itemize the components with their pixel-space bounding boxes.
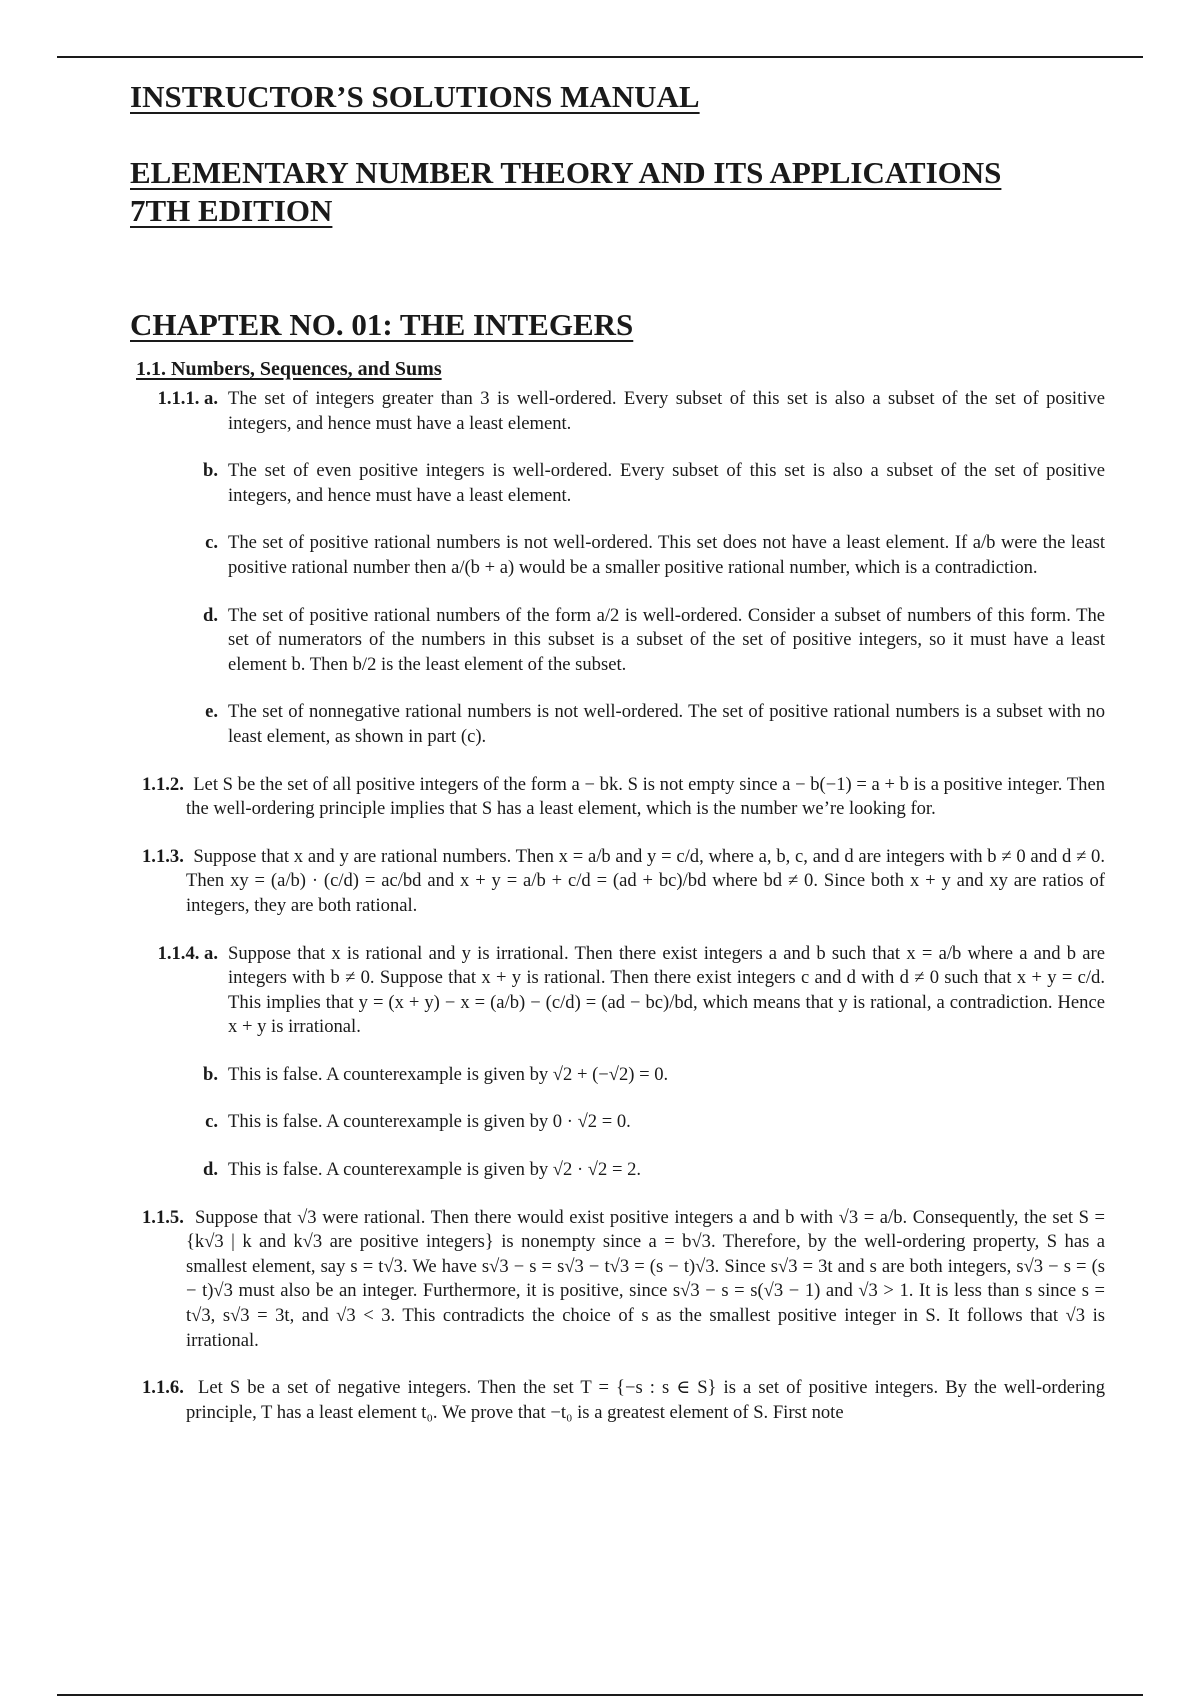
exercise-1-1-4-c <box>130 1110 1105 1135</box>
top-rule <box>57 56 1143 58</box>
exercise-label: b. <box>203 1063 218 1085</box>
manual-title: INSTRUCTOR’S SOLUTIONS MANUAL <box>130 79 700 114</box>
exercise-1-1-4-d <box>130 1158 1105 1183</box>
exercise-label: 1.1.1. a. <box>157 388 218 409</box>
bottom-rule <box>57 1694 1143 1696</box>
exercise-1-1-1-a <box>130 387 1105 436</box>
exercise-label: c. <box>205 1111 218 1133</box>
exercise-text: This is false. A counterexample is given by 0 · √2 = 0. <box>228 1111 631 1133</box>
exercise-label: c. <box>205 532 218 554</box>
exercise-text: Suppose that √3 were rational. Then there would exist positive integers a and b with √3 = a/b. Consequently, the set S = {k√3 | k and k√3 are positive integers} is nonempty since a = b√3. Therefore, by the well-ordering property, S has a smallest element, say s = t√3. We have s√3 − s = s√3 − t√3 = (s − t)√3. Since s√3 = 3t and s are both integers, s√3 − s = (s − t)√3 must also be an integer. Furthermore, it is positive, since s√3 − s = s(√3 − 1) and √3 > 1. It is less than s since s = t√3, s√3 = 3t, and √3 < 3. This contradicts the choice of s as the smallest positive integer in S. It follows that √3 is irrational. <box>186 1206 1106 1351</box>
exercise-label: 1.1.4. a. <box>157 942 218 964</box>
exercise-text: This is false. A counterexample is given by √2 + (−√2) = 0. <box>228 1063 669 1085</box>
exercise-label: d. <box>203 604 218 626</box>
document-page <box>130 78 1105 1448</box>
exercise-text: The set of even positive integers is well-ordered. Every subset of this set is also a subset of the set of positive integers, and hence must have a least element. <box>228 460 1105 506</box>
exercise-1-1-2 <box>142 773 1105 822</box>
exercise-1-1-1-b <box>130 459 1105 508</box>
exercise-number: 1.1.5. <box>142 1206 184 1228</box>
exercise-number: 1.1.2. <box>142 773 184 795</box>
book-title: ELEMENTARY NUMBER THEORY AND ITS APPLICATIONS <box>130 155 1002 190</box>
exercise-label: b. <box>203 460 218 482</box>
exercise-1-1-6 <box>142 1376 1105 1425</box>
exercise-1-1-3 <box>142 845 1105 919</box>
exercise-text: The set of nonnegative rational numbers is not well-ordered. The set of positive rational numbers is a subset with no least element, as shown in part (c). <box>228 701 1105 747</box>
exercise-label: d. <box>203 1159 218 1181</box>
exercise-1-1-5 <box>142 1206 1105 1354</box>
exercise-1-1-1-e <box>130 700 1105 749</box>
exercise-number: 1.1.6. <box>142 1377 184 1399</box>
exercise-1-1-4-a <box>130 942 1105 1040</box>
exercise-text: The set of positive rational numbers is not well-ordered. This set does not have a least element. If a/b were the least positive rational number then a/(b + a) would be a smaller positive rational number, which is a contradiction. <box>228 532 1105 578</box>
exercise-text: This is false. A counterexample is given by √2 · √2 = 2. <box>228 1159 642 1181</box>
exercise-text: The set of positive rational numbers of the form a/2 is well-ordered. Consider a subset of numbers of this form. The set of numerators of the numbers in this subset is a subset of the set of positive integers, so it must have a least element b. Then b/2 is the least element of the subset. <box>228 604 1105 675</box>
exercise-number: 1.1.3. <box>142 845 184 867</box>
edition-title: 7TH EDITION <box>130 193 333 228</box>
exercise-1-1-4-b <box>130 1063 1105 1088</box>
section-title: 1.1. Numbers, Sequences, and Sums <box>136 358 442 380</box>
exercise-text: Let S be a set of negative integers. Then the set T = {−s : s ∈ S} is a set of positive integers. By the well-ordering principle, T has a least element t₀. We prove that −t₀ is a greatest element of S. First note <box>186 1377 1105 1423</box>
exercise-text: Suppose that x is rational and y is irrational. Then there exist integers a and b such that x = a/b where a and b are integers with b ≠ 0. Suppose that x + y is rational. Then there exist integers c and d with d ≠ 0 such that x + y = c/d. This implies that y = (x + y) − x = (a/b) − (c/d) = (ad − bc)/bd, which means that y is rational, a contradiction. Hence x + y is irrational. <box>228 942 1105 1038</box>
exercise-text: The set of integers greater than 3 is well-ordered. Every subset of this set is also a subset of the set of positive integers, and hence must have a least element. <box>228 388 1105 434</box>
exercise-text: Suppose that x and y are rational numbers. Then x = a/b and y = c/d, where a, b, c, and d are integers with b ≠ 0 and d ≠ 0. Then xy = (a/b) · (c/d) = ac/bd and x + y = a/b + c/d = (ad + bc)/bd where bd ≠ 0. Since both x + y and xy are ratios of integers, they are both rational. <box>186 845 1105 916</box>
exercise-1-1-1-d <box>130 604 1105 678</box>
exercise-label: e. <box>205 701 218 723</box>
chapter-title: CHAPTER NO. 01: THE INTEGERS <box>130 307 634 342</box>
exercise-text: Let S be the set of all positive integers of the form a − bk. S is not empty since a − b(−1) = a + b is a positive integer. Then the well-ordering principle implies that S has a least element, which is the number we’re looking for. <box>186 773 1105 820</box>
exercise-1-1-1-c <box>130 531 1105 580</box>
